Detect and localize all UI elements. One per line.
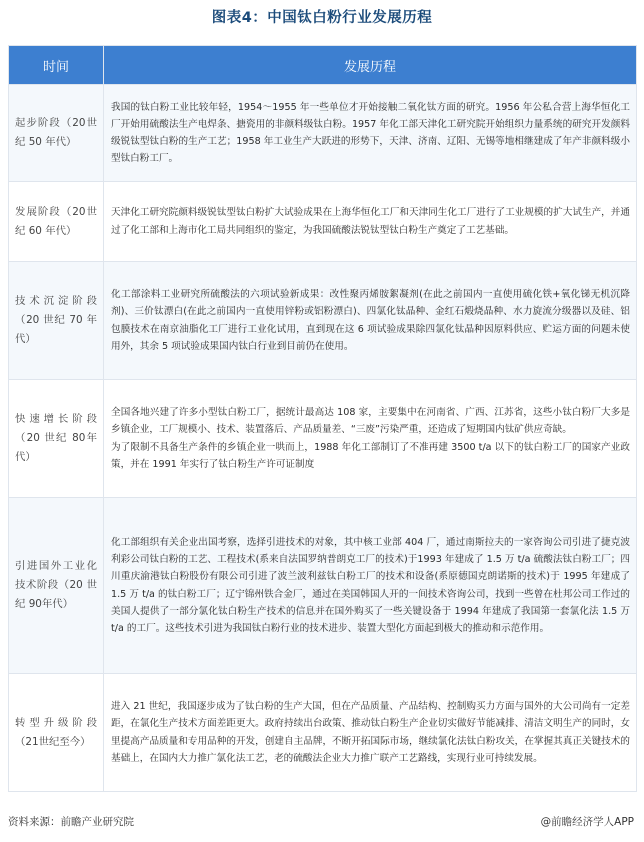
history-paragraph: 化工部涂料工业研究所硫酸法的六项试验新成果：改性聚丙烯胺絮凝剂(在此之前国内一直使用硫化铁+氧化锑无机沉降剂)、三价钛漂白(在此之前国内一直使用锌粉或铝粉漂白)、四氯化钛晶种、金红石煅烧晶种、水力旋流分级器以及硅、铝包膜技术在南京油脂化工厂进行工业化试用，直到现在这 6 项试验成果除四氯化钛晶种因原料供应、贮运方面的问题未使用外，其余 5 项试验成果国内钛白行业到目前仍在使用。 <box>111 289 630 352</box>
table-header-row <box>9 46 637 85</box>
history-paragraph: 我国的钛白粉工业比较年轻，1954～1955 年一些单位才开始接触二氧化钛方面的研究。1956 年公私合营上海华恒化工厂开始用硫酸法生产电焊条、搪瓷用的非颜料级钛白粉。1957 年化工部天津化工研究院开始组织力量系统的研究开发颜料级锐钛型钛白粉的生产工艺；1958 年工业生产大跃进的形势下，天津、济南、辽阳、无锡等地相继建成了年产非颜料级小型钛白粉工厂。 <box>111 101 630 165</box>
table-row <box>9 380 637 498</box>
period-cell: 转型升级阶段（21世纪至今） <box>9 674 104 792</box>
history-paragraph: 全国各地兴建了许多小型钛白粉工厂，据统计最高达 108 家，主要集中在河南省、广西、江苏省，这些小钛白粉厂大多是乡镇企业，工厂规模小、技术、装置落后、产品质量差、“三废”污染严重，还造成了短期国内钛矿供应奇缺。 <box>111 407 630 436</box>
period-cell: 发展阶段（20世纪 60 年代） <box>9 182 104 262</box>
brand-credit: @前瞻经济学人APP <box>540 816 634 828</box>
history-cell <box>104 674 637 792</box>
history-cell <box>104 498 637 674</box>
source-note: 资料来源：前瞻产业研究院 <box>8 816 134 828</box>
period-cell: 起步阶段（20世纪 50 年代） <box>9 85 104 182</box>
history-cell <box>104 380 637 498</box>
figure-title: 图表4：中国钛白粉行业发展历程 <box>211 10 433 26</box>
period-cell: 快速增长阶段（20 世纪 80年代） <box>9 380 104 498</box>
history-paragraph: 进入 21 世纪，我国逐步成为了钛白粉的生产大国，但在产品质量、产品结构、控制购买力方面与国外的大公司尚有一定差距，在氯化生产技术方面差距更大。政府持续出台政策、推动钛白粉生产企业切实做好节能减排、清洁文明生产的同时，女里提高产品质量和专用品种的开发，创建自主品牌，不断开拓国际市场，继续氯化法钛白粉攻关，在掌握其真正关键技术的基础上，在国内大力推广氯化法工艺，老的硫酸法企业大力推广联产工艺路线，实现行业可持续发展。 <box>111 701 630 764</box>
history-cell <box>104 85 637 182</box>
header-time: 时间 <box>9 46 104 85</box>
table-row <box>9 182 637 262</box>
table-row <box>9 498 637 674</box>
header-history: 发展历程 <box>104 46 637 85</box>
table-row <box>9 674 637 792</box>
history-paragraph: 为了限制不具备生产条件的乡镇企业一哄而上，1988 年化工部制订了不准再建 3500 t/a 以下的钛白粉工厂的国家产业政策，并在 1991 年实行了钛白粉生产许可证制度 <box>111 441 630 470</box>
period-cell: 引进国外工业化技术阶段（20 世纪 90年代） <box>9 498 104 674</box>
history-cell <box>104 182 637 262</box>
period-cell: 技术沉淀阶段（20 世纪 70 年代） <box>9 262 104 380</box>
history-paragraph: 天津化工研究院颜料级锐钛型钛白粉扩大试验成果在上海华恒化工厂和天津同生化工厂进行了工业规模的扩大试生产，并通过了化工部和上海市化工局共同组织的鉴定，为我国硫酸法锐钛型钛白粉生产奠定了工艺基础。 <box>111 207 630 236</box>
history-table <box>8 45 637 792</box>
history-cell <box>104 262 637 380</box>
table-row <box>9 85 637 182</box>
table-row <box>9 262 637 380</box>
history-paragraph: 化工部组织有关企业出国考察，选择引进技术的对象，其中核工业部 404 厂，通过南斯拉夫的一家咨询公司引进了捷克波利彩公司钛白粉的工艺、工程技术(系来自法国罗纳普朗克工厂的技术)于1993 年建成了 1.5 万 t/a 硫酸法钛白粉工厂；四川重庆渝港钛白粉股份有限公司引进了波兰波利兹钛白粉工厂的技术和设备(系原德国克朗诺斯的技术)于 1995 年建成了 1.5 万 t/a 的钛白粉工厂；辽宁锦州铁合金厂，通过在美国韩国人开的一间技术咨询公司，找到一些曾在杜邦公司工作过的美国人提供了一部分氯化钛白粉生产技术的信息并在国外购买了一些关键设备于 1994 年建成了我国第一套氯化法 1.5 万 t/a 的工厂。这些技术引进为我国钛白粉行业的技术进步、装置大型化方面起到极大的推动和示范作用。 <box>111 536 630 634</box>
